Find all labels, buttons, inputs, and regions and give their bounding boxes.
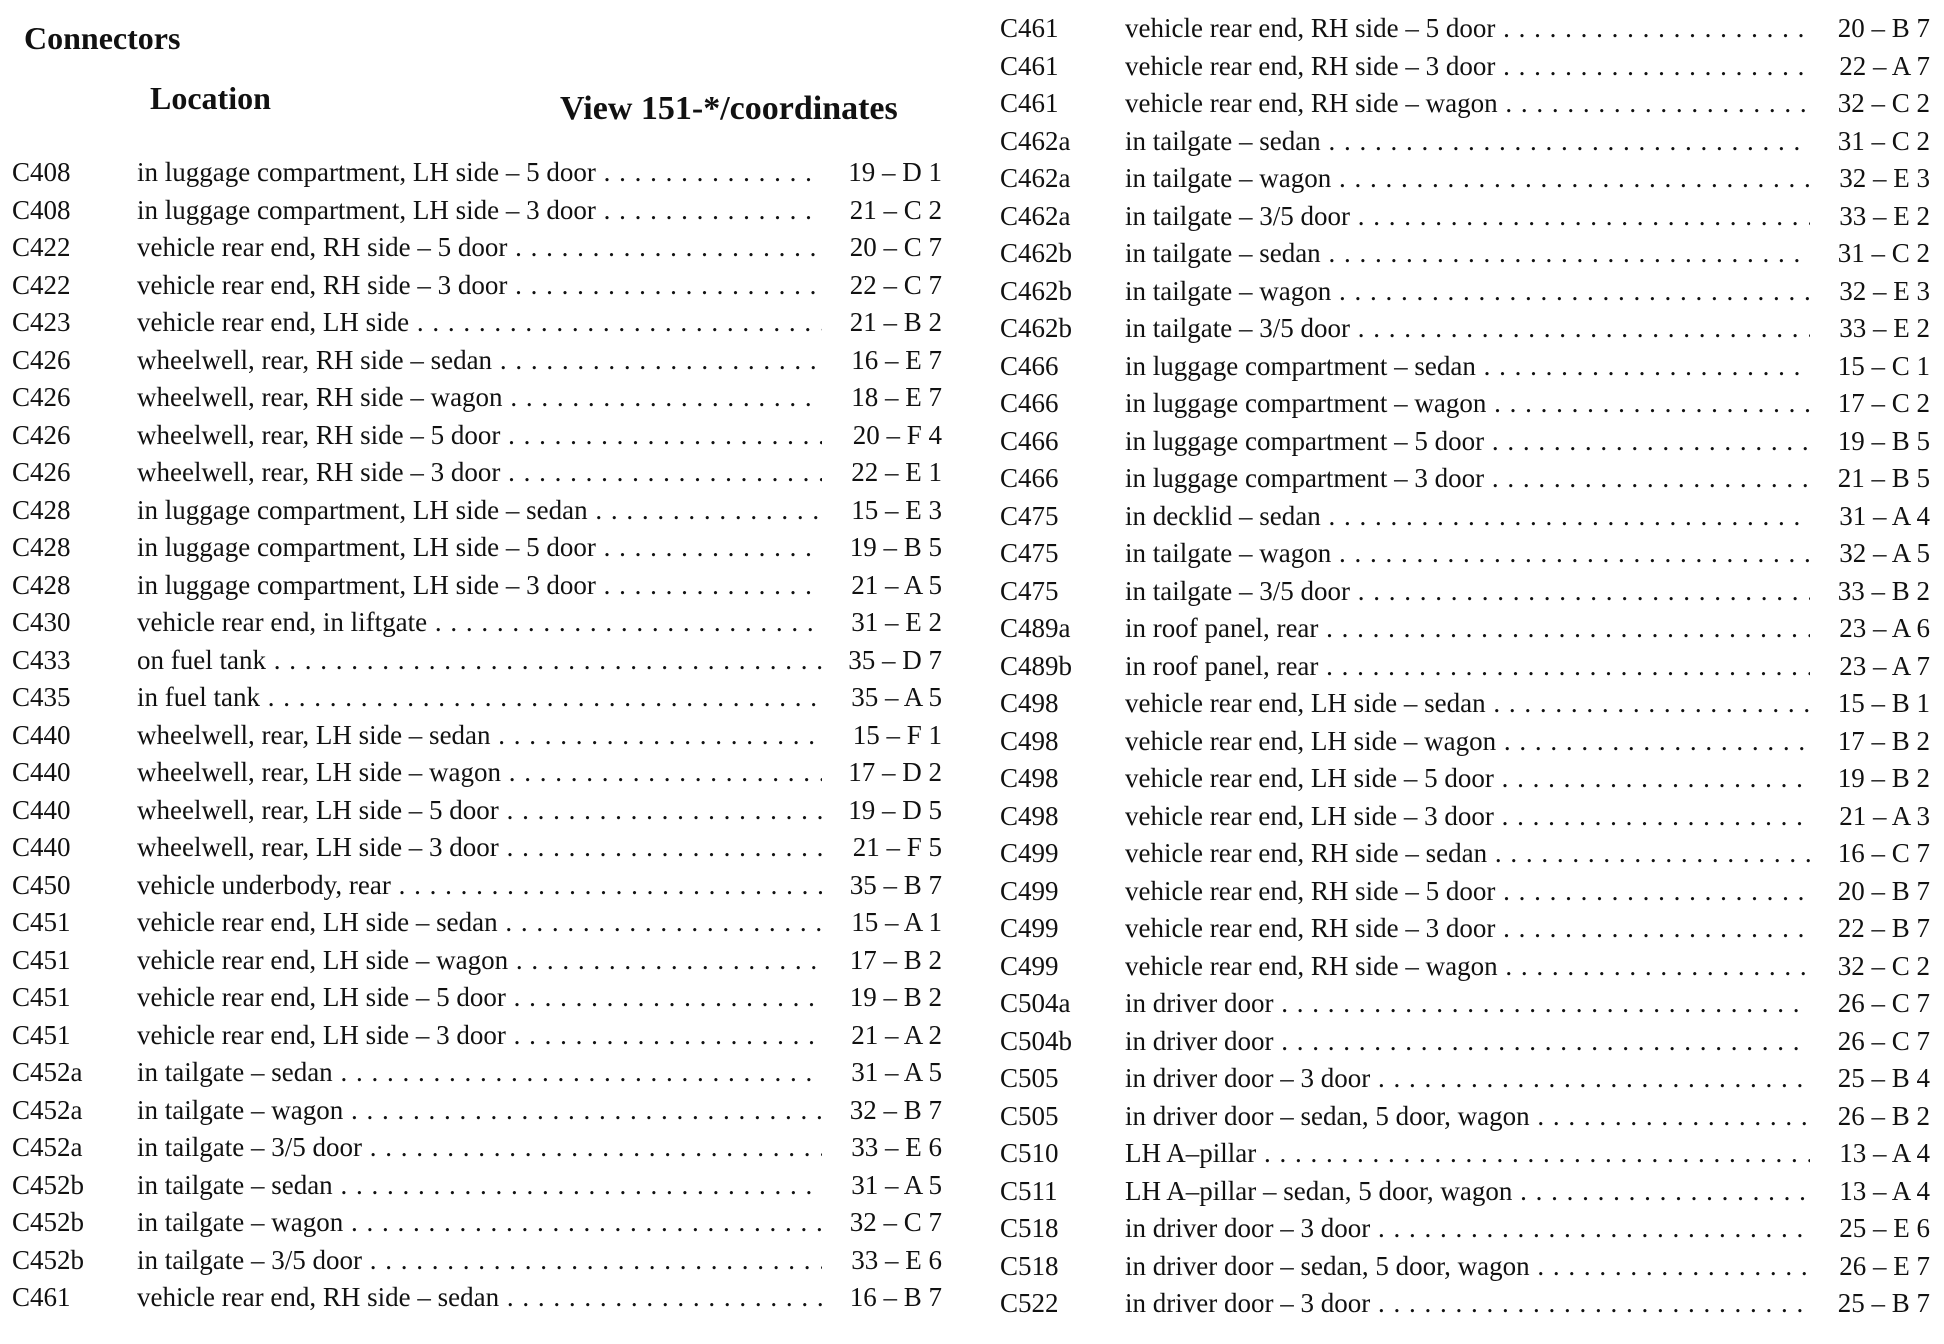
connector-location: vehicle rear end, LH side – 5 door . . . [137,982,822,1013]
connector-row [1000,876,1935,914]
connector-location: in tailgate – wagon . . . [1125,276,1810,307]
view-coordinate: 17 – D 2 [848,757,942,787]
connector-code: C462a [1000,163,1071,193]
view-coordinate: 21 – B 2 [849,307,942,337]
connector-code: C452b [12,1169,85,1200]
connector-location: vehicle rear end, RH side – sedan . . . [137,1282,822,1313]
connector-location: in decklid – sedan . . . [1125,501,1810,532]
connector-location: in driver door – 3 door . . . [1125,1063,1810,1094]
view-coordinate: 19 – B 2 [1837,763,1930,793]
connector-location: in luggage compartment, LH side – 3 door . . . [137,570,822,601]
connector-row [12,1282,947,1320]
view-coordinate: 21 – C 2 [849,194,942,225]
connector-location: vehicle rear end, RH side – wagon . . . [1125,951,1810,982]
connector-location: in tailgate – wagon . . . [137,1207,822,1238]
connector-row [12,457,947,495]
connector-location: in roof panel, rear . . . [1125,613,1810,644]
view-coordinate: 33 – B 2 [1837,575,1930,606]
connector-location: wheelwell, rear, LH side – sedan . . . [137,720,822,751]
connector-code: C451 [12,907,71,937]
connector-location: wheelwell, rear, RH side – sedan . . . [137,345,822,376]
connector-code: C504a [1000,988,1071,1018]
connector-code: C426 [12,457,71,487]
connector-row [1000,313,1935,351]
connector-location: vehicle rear end, RH side – 3 door . . . [1125,51,1810,82]
connector-row [12,157,947,195]
connector-row [1000,201,1935,239]
connector-location: wheelwell, rear, RH side – 3 door . . . [137,457,822,488]
view-coordinate: 32 – B 7 [849,1094,942,1125]
view-coordinate: 26 – B 2 [1837,1100,1930,1131]
connector-code: C451 [12,944,71,975]
connector-row [1000,688,1935,726]
connector-code: C466 [1000,425,1059,456]
connector-code: C422 [12,232,71,262]
view-coordinate: 17 – C 2 [1837,388,1930,418]
connector-row [1000,1138,1935,1176]
connector-row [1000,1251,1935,1289]
connector-row [1000,463,1935,501]
connector-row [12,195,947,233]
connector-row [1000,126,1935,164]
view-coordinate: 20 – C 7 [849,232,942,262]
connector-location: vehicle rear end, LH side . . . [137,307,822,338]
view-coordinate: 23 – A 7 [1839,650,1930,681]
view-coordinate: 25 – E 6 [1839,1213,1930,1243]
connector-location: in tailgate – wagon . . . [1125,163,1810,194]
view-coordinate: 13 – A 4 [1839,1175,1930,1206]
left-connector-list [12,157,947,1320]
connector-row [12,645,947,683]
connector-row [1000,763,1935,801]
connector-row [12,1207,947,1245]
connector-code: C452b [12,1244,85,1275]
view-coordinate: 33 – E 6 [851,1132,942,1162]
connector-location: vehicle rear end, LH side – wagon . . . [1125,726,1810,757]
connector-row [1000,838,1935,876]
view-coordinate: 16 – C 7 [1837,838,1930,868]
connector-location: vehicle rear end, LH side – wagon . . . [137,945,822,976]
connector-code: C452a [12,1132,83,1162]
connector-code: C426 [12,382,71,412]
view-coordinate: 22 – C 7 [849,269,942,300]
view-coordinate: 33 – E 6 [851,1244,942,1275]
connector-location: in luggage compartment, LH side – 3 door . . . [137,195,822,226]
connector-location: wheelwell, rear, LH side – wagon . . . [137,757,822,788]
view-coordinate: 25 – B 4 [1837,1063,1930,1093]
connector-row [12,495,947,533]
connector-code: C452a [12,1094,83,1125]
connector-location: on fuel tank . . . [137,645,822,676]
connector-code: C499 [1000,950,1059,981]
connector-location: vehicle rear end, LH side – 5 door . . . [1125,763,1810,794]
connector-row [1000,1026,1935,1064]
view-coordinate: 35 – D 7 [848,644,942,675]
connector-location: vehicle rear end, RH side – 5 door . . . [1125,13,1810,44]
connector-row [1000,13,1935,51]
view-coordinate: 35 – B 7 [849,869,942,900]
connector-code: C466 [1000,463,1059,493]
connector-code: C428 [12,532,71,562]
connector-location: vehicle rear end, LH side – 3 door . . . [137,1020,822,1051]
connector-location: wheelwell, rear, LH side – 3 door . . . [137,832,822,863]
view-coordinate: 22 – E 1 [851,457,942,487]
view-coordinate: 32 – C 2 [1837,88,1930,118]
connector-row [12,720,947,758]
connector-row [12,307,947,345]
connector-location: in luggage compartment, LH side – 5 door . . . [137,157,822,188]
view-coordinate: 23 – A 6 [1839,613,1930,643]
connector-location: vehicle rear end, LH side – sedan . . . [137,907,822,938]
connector-code: C498 [1000,725,1059,756]
connector-code: C498 [1000,800,1059,831]
connector-row [1000,1288,1935,1326]
connector-row [12,232,947,270]
connector-location: in fuel tank . . . [137,682,822,713]
connector-code: C440 [12,832,71,862]
connector-code: C475 [1000,538,1059,568]
view-coordinate: 20 – F 4 [852,419,942,450]
connector-location: in tailgate – sedan . . . [137,1170,822,1201]
view-coordinate: 20 – B 7 [1837,13,1930,43]
connector-location: vehicle rear end, RH side – wagon . . . [1125,88,1810,119]
connector-location: in tailgate – 3/5 door . . . [137,1132,822,1163]
connector-code: C475 [1000,500,1059,531]
connector-location: vehicle rear end, LH side – 3 door . . . [1125,801,1810,832]
view-coordinate: 13 – A 4 [1839,1138,1930,1168]
connector-location: vehicle rear end, RH side – 3 door . . . [137,270,822,301]
connector-row [1000,613,1935,651]
connector-row [12,345,947,383]
connector-location: in tailgate – sedan . . . [137,1057,822,1088]
connector-location: vehicle rear end, RH side – 3 door . . . [1125,913,1810,944]
connector-location: in luggage compartment – 3 door . . . [1125,463,1810,494]
view-coordinate: 33 – E 2 [1839,200,1930,231]
view-coordinate: 21 – A 3 [1839,800,1930,831]
view-coordinate: 22 – B 7 [1837,913,1930,943]
view-coordinate: 16 – B 7 [849,1282,942,1312]
connector-code: C462a [1000,125,1071,156]
connector-row [1000,1063,1935,1101]
connector-row [12,607,947,645]
connector-location: in driver door . . . [1125,988,1810,1019]
connector-code: C461 [1000,13,1059,43]
connector-location: in tailgate – wagon . . . [137,1095,822,1126]
connector-row [1000,576,1935,614]
view-coordinate: 26 – C 7 [1837,988,1930,1018]
connector-location: in tailgate – 3/5 door . . . [1125,201,1810,232]
connector-code: C518 [1000,1213,1059,1243]
connector-code: C518 [1000,1250,1059,1281]
connector-row [12,532,947,570]
connector-location: vehicle rear end, in liftgate . . . [137,607,822,638]
connector-row [12,1170,947,1208]
connector-row [12,682,947,720]
connector-row [12,795,947,833]
connector-location: wheelwell, rear, LH side – 5 door . . . [137,795,822,826]
connector-location: in luggage compartment – sedan . . . [1125,351,1810,382]
connector-row [1000,88,1935,126]
connector-location: in luggage compartment – 5 door . . . [1125,426,1810,457]
view-coordinate: 31 – C 2 [1837,125,1930,156]
connector-row [12,870,947,908]
connector-row [12,1057,947,1095]
connector-location: vehicle rear end, LH side – sedan . . . [1125,688,1810,719]
connector-code: C426 [12,419,71,450]
connector-code: C440 [12,794,71,825]
connector-code: C505 [1000,1063,1059,1093]
view-coordinate: 32 – E 3 [1839,163,1930,193]
view-coordinate: 31 – A 4 [1839,500,1930,531]
connector-code: C462b [1000,238,1073,268]
connector-row [12,1095,947,1133]
connector-code: C489a [1000,613,1071,643]
view-coordinate: 33 – E 2 [1839,313,1930,343]
view-coordinate: 15 – B 1 [1837,688,1930,718]
connector-row [12,757,947,795]
connector-code: C452b [12,1207,85,1237]
connector-row [12,982,947,1020]
connector-code: C461 [12,1282,71,1312]
view-column-header: View 151-*/coordinates [560,90,898,127]
connector-code: C408 [12,194,71,225]
connector-code: C499 [1000,875,1059,906]
connector-code: C466 [1000,388,1059,418]
connector-location: vehicle underbody, rear . . . [137,870,822,901]
connector-code: C435 [12,682,71,712]
connector-row [12,382,947,420]
view-coordinate: 25 – B 7 [1837,1288,1930,1318]
connector-row [12,1245,947,1283]
view-coordinate: 22 – A 7 [1839,50,1930,81]
connector-location: LH A–pillar . . . [1125,1138,1810,1169]
connector-row [1000,651,1935,689]
connector-location: in tailgate – sedan . . . [1125,238,1810,269]
view-coordinate: 15 – A 1 [851,907,942,937]
connector-row [1000,163,1935,201]
view-coordinate: 16 – E 7 [851,344,942,375]
view-coordinate: 26 – C 7 [1837,1025,1930,1056]
connector-row [1000,726,1935,764]
connector-code: C461 [1000,88,1059,118]
connector-code: C440 [12,757,71,787]
connector-code: C511 [1000,1175,1058,1206]
connector-row [12,420,947,458]
connector-code: C426 [12,344,71,375]
connector-code: C430 [12,607,71,637]
connector-location: in driver door . . . [1125,1026,1810,1057]
connector-location: vehicle rear end, RH side – 5 door . . . [1125,876,1810,907]
connector-location: wheelwell, rear, RH side – 5 door . . . [137,420,822,451]
connector-code: C504b [1000,1025,1073,1056]
connector-location: in driver door – 3 door . . . [1125,1213,1810,1244]
view-coordinate: 32 – A 5 [1839,538,1930,568]
connector-row [1000,276,1935,314]
connector-code: C433 [12,644,71,675]
connector-row [1000,1213,1935,1251]
connector-row [12,570,947,608]
view-coordinate: 26 – E 7 [1839,1250,1930,1281]
view-coordinate: 19 – B 2 [849,982,942,1012]
connector-code: C522 [1000,1288,1059,1318]
view-coordinate: 15 – F 1 [852,719,942,750]
connector-code: C422 [12,269,71,300]
connector-row [1000,51,1935,89]
connector-location: LH A–pillar – sedan, 5 door, wagon . . . [1125,1176,1810,1207]
connector-code: C510 [1000,1138,1059,1168]
connector-code: C498 [1000,763,1059,793]
connector-row [1000,388,1935,426]
connector-row [1000,1101,1935,1139]
connector-row [1000,501,1935,539]
connector-row [1000,951,1935,989]
connector-row [1000,238,1935,276]
connector-code: C499 [1000,913,1059,943]
connector-location: in luggage compartment, LH side – 5 door . . . [137,532,822,563]
connector-code: C428 [12,569,71,600]
connector-location: in driver door – 3 door . . . [1125,1288,1810,1319]
connector-location: in tailgate – 3/5 door . . . [1125,313,1810,344]
view-coordinate: 35 – A 5 [851,682,942,712]
view-coordinate: 31 – E 2 [851,607,942,637]
connector-code: C452a [12,1057,83,1087]
connector-row [1000,538,1935,576]
connector-code: C498 [1000,688,1059,718]
connector-code: C440 [12,719,71,750]
connector-code: C428 [12,494,71,525]
connector-location: in tailgate – sedan . . . [1125,126,1810,157]
connector-location: vehicle rear end, RH side – 5 door . . . [137,232,822,263]
view-coordinate: 15 – C 1 [1837,350,1930,381]
connector-code: C462a [1000,200,1071,231]
view-coordinate: 20 – B 7 [1837,875,1930,906]
connector-code: C450 [12,869,71,900]
view-coordinate: 32 – E 3 [1839,275,1930,306]
connector-code: C505 [1000,1100,1059,1131]
connector-code: C408 [12,157,71,187]
connector-code: C489b [1000,650,1073,681]
connector-code: C451 [12,982,71,1012]
connector-row [12,1132,947,1170]
connector-row [1000,913,1935,951]
connector-location: wheelwell, rear, RH side – wagon . . . [137,382,822,413]
connector-code: C451 [12,1019,71,1050]
connector-location: in luggage compartment – wagon . . . [1125,388,1810,419]
connector-code: C475 [1000,575,1059,606]
view-coordinate: 21 – A 5 [851,569,942,600]
view-coordinate: 21 – B 5 [1837,463,1930,493]
view-coordinate: 21 – A 2 [851,1019,942,1050]
connector-row [1000,988,1935,1026]
view-coordinate: 31 – C 2 [1837,238,1930,268]
connector-code: C423 [12,307,71,337]
connector-location: in tailgate – 3/5 door . . . [1125,576,1810,607]
connector-row [12,832,947,870]
view-coordinate: 31 – A 5 [851,1169,942,1200]
page-title: Connectors [24,20,181,56]
view-coordinate: 17 – B 2 [1837,725,1930,756]
view-coordinate: 17 – B 2 [849,944,942,975]
connector-row [12,907,947,945]
view-coordinate: 19 – D 1 [848,157,942,187]
location-column-header: Location [150,80,271,116]
connector-row [1000,426,1935,464]
connector-location: in roof panel, rear . . . [1125,651,1810,682]
right-connector-list [1000,13,1935,1326]
view-coordinate: 19 – D 5 [848,794,942,825]
view-coordinate: 32 – C 2 [1837,950,1930,981]
view-coordinate: 15 – E 3 [851,494,942,525]
connector-location: vehicle rear end, RH side – sedan . . . [1125,838,1810,869]
connector-location: in tailgate – 3/5 door . . . [137,1245,822,1276]
view-coordinate: 19 – B 5 [1837,425,1930,456]
connector-code: C461 [1000,50,1059,81]
connector-row [12,270,947,308]
view-coordinate: 31 – A 5 [851,1057,942,1087]
connector-code: C499 [1000,838,1059,868]
connector-row [1000,1176,1935,1214]
connector-row [12,945,947,983]
connector-location: in driver door – sedan, 5 door, wagon . . . [1125,1101,1810,1132]
connector-row [1000,801,1935,839]
connector-row [1000,351,1935,389]
connector-code: C462b [1000,313,1073,343]
view-coordinate: 21 – F 5 [852,832,942,862]
connector-code: C466 [1000,350,1059,381]
view-coordinate: 19 – B 5 [849,532,942,562]
connector-location: in driver door – sedan, 5 door, wagon . . . [1125,1251,1810,1282]
connector-row [12,1020,947,1058]
connector-location: in tailgate – wagon . . . [1125,538,1810,569]
view-coordinate: 32 – C 7 [849,1207,942,1237]
connector-location: in luggage compartment, LH side – sedan . . . [137,495,822,526]
connector-code: C462b [1000,275,1073,306]
view-coordinate: 18 – E 7 [851,382,942,412]
